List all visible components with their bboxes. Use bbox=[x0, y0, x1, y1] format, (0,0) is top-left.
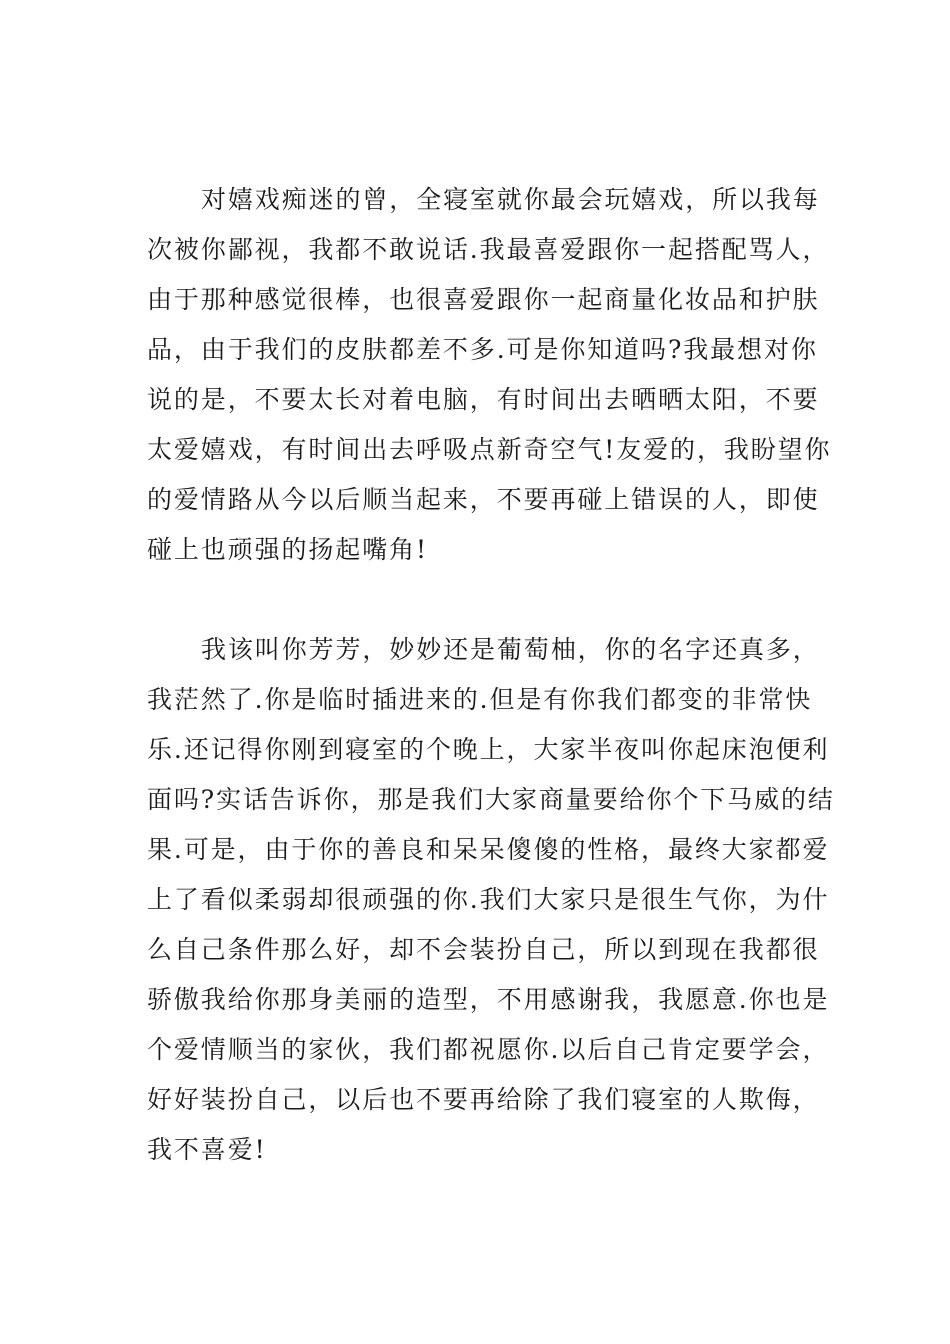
paragraph-1 bbox=[147, 175, 831, 575]
paragraph-line: 我茫然了.你是临时插进来的.但是有你我们都变的非常快 bbox=[147, 685, 813, 714]
paragraph-line: 说的是，不要太长对着电脑，有时间出去晒晒太阳，不要 bbox=[147, 385, 820, 414]
paragraph-line: 面吗?实话告诉你，那是我们大家商量要给你个下马威的结 bbox=[147, 785, 835, 814]
paragraph-line: 么自己条件那么好，却不会装扮自己，所以到现在我都很 bbox=[147, 935, 820, 964]
paragraph-line: 果.可是，由于你的善良和呆呆傻傻的性格，最终大家都爱 bbox=[147, 835, 830, 864]
paragraph-line: 的爱情路从今以后顺当起来，不要再碰上错误的人，即使 bbox=[147, 485, 820, 514]
paragraph-line: 上了看似柔弱却很顽强的你.我们大家只是很生气你，为什 bbox=[147, 885, 830, 914]
paragraph-2 bbox=[147, 625, 835, 1175]
paragraph-line: 对嬉戏痴迷的曾，全寝室就你最会玩嬉戏，所以我每 bbox=[201, 185, 820, 214]
paragraph-line: 骄傲我给你那身美丽的造型，不用感谢我，我愿意.你也是 bbox=[147, 985, 830, 1014]
paragraph-line: 乐.还记得你刚到寝室的个晚上，大家半夜叫你起床泡便利 bbox=[147, 735, 830, 764]
paragraph-line: 次被你鄙视，我都不敢说话.我最喜爱跟你一起搭配骂人， bbox=[147, 235, 830, 264]
paragraph-line: 个爱情顺当的家伙，我们都祝愿你.以后自己肯定要学会， bbox=[147, 1035, 830, 1064]
paragraph-line: 品，由于我们的皮肤都差不多.可是你知道吗?我最想对你 bbox=[147, 335, 818, 364]
paragraph-line: 好好装扮自己，以后也不要再给除了我们寝室的人欺侮， bbox=[147, 1085, 820, 1114]
paragraph-line: 由于那种感觉很棒，也很喜爱跟你一起商量化妆品和护肤 bbox=[147, 285, 820, 314]
paragraph-line: 我不喜爱! bbox=[147, 1135, 267, 1164]
paragraph-line: 碰上也顽强的扬起嘴角! bbox=[147, 535, 428, 564]
paragraph-line: 太爱嬉戏，有时间出去呼吸点新奇空气!友爱的，我盼望你 bbox=[147, 435, 832, 464]
paragraph-line: 我该叫你芳芳，妙妙还是葡萄柚，你的名字还真多， bbox=[201, 635, 820, 664]
